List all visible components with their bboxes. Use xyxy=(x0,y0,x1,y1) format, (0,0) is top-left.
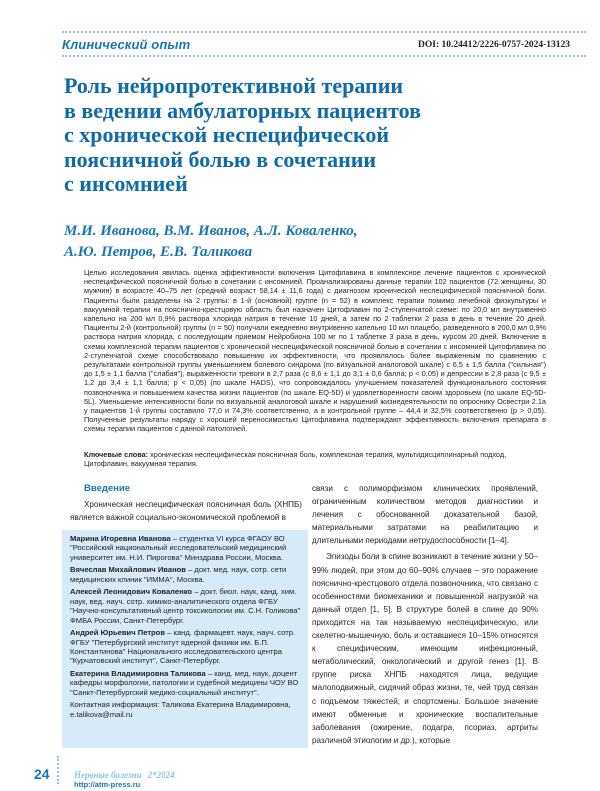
author-info-entry xyxy=(70,565,302,584)
author-info-desc: – докт. мед. наук, сотр. сети медицинских клиник "ИММА", Москва. xyxy=(70,565,287,584)
title-line: с хронической неспецифической xyxy=(64,122,390,147)
keywords xyxy=(84,450,546,468)
header-top-rule xyxy=(62,31,586,33)
doi: DOI: 10.24412/2226-0757-2024-13123 xyxy=(418,40,570,50)
article-title xyxy=(64,74,494,197)
author-info-desc: – канд. фармацевт. наук, науч. сотр. ФГБУ "Петербургский институт ядерной физики им. Б.П. Константинова" Национального исследовательского центра "Курчатовский институт", Санкт-Петербург. xyxy=(70,628,296,666)
footer-divider xyxy=(57,756,59,784)
author-info-name: Андрей Юрьевич Петров xyxy=(70,628,165,638)
author-info-name: Алексей Леонидович Коваленко xyxy=(70,587,193,597)
author-info-entry xyxy=(70,534,302,562)
journal-issue: 2*2024 xyxy=(147,770,175,780)
journal-name xyxy=(74,770,175,780)
author-info-entry xyxy=(70,628,302,666)
title-line: Роль нейропротективной терапии xyxy=(64,73,404,98)
author-info-name: Екатерина Владимировна Таликова xyxy=(70,669,206,679)
section-label: Клинический опыт xyxy=(62,37,191,52)
authors-line: А.Ю. Петров, Е.В. Таликова xyxy=(64,244,253,260)
author-info-desc: – докт. биол. наук, канд. хим. наук, вед. науч. сотр. химико-аналитического отдела ФГБУ "Научно-консультативный центр токсикологии им. С.Н. Голикова" ФМБА России, Санкт-Петербург. xyxy=(70,587,301,625)
author-info-desc: – канд. мед. наук, доцент кафедры морфологии, патологии и судебной медицины ЧОУ ВО "Санкт-Петербургский медико-социальный институт". xyxy=(70,669,299,697)
article-authors xyxy=(64,221,534,263)
author-info-box xyxy=(62,530,308,748)
author-info-entry xyxy=(70,587,302,625)
intro-paragraph: Хроническая неспецифическая поясничная боль (ХНПБ) является важной социально-экономической проблемой в xyxy=(70,500,302,523)
title-line: с инсомнией xyxy=(64,171,188,196)
body-paragraph: Эпизоды боли в спине возникают в течение жизни у 50–99% людей, при этом до 60–90% случаев – это поражение пояснично-крестцового отдела позвоночника, что связано с особенностями биомеханики и повышенной нагрузкой на данный отдел [1, 5]. В структуре болей в спине до 90% приходится на так называемую неспецифическую, или скелетно-мышечную, боль и оставшиеся 10–15% относятся к специфическим, имеющим инфекционный, метаболический, онкологический и другой генез [1]. В группе риска ХНПБ находятся лица, ведущие малоподвижный, сидячий образ жизни, те, чей труд связан с подъемом тяжестей, и спортсмены. Большое значение имеют обменные и хронические воспалительные заболевания (ожирение, подагра, псориаз, артриты различной этиологии и др.), которые xyxy=(312,552,538,745)
author-info-entry xyxy=(70,669,302,697)
page-number: 24 xyxy=(34,766,50,782)
author-info-name: Марина Игоревна Иванова xyxy=(70,534,171,543)
contact-info: Контактная информация: Таликова Екатерина Владимировна, e.talikova@mail.ru xyxy=(70,700,291,719)
journal-title: Нервные болезни xyxy=(74,770,142,780)
right-column xyxy=(312,482,538,750)
keywords-text: хроническая неспецифическая поясничная боль, комплексная терапия, мультидисциплинарный подход, Цитофлавин, вакуумная терапия. xyxy=(84,450,507,469)
intro-heading: Введение xyxy=(84,483,131,494)
author-info-desc: – студентка VI курса ФГАОУ ВО "Российский национальный исследовательский медицинский университет им. Н.И. Пирогова" Минздрава России, Москва. xyxy=(70,534,287,562)
keywords-label: Ключевые слова: xyxy=(84,450,149,459)
title-line: в ведении амбулаторных пациентов xyxy=(64,97,421,123)
title-line: поясничной болью в сочетании xyxy=(64,146,377,172)
abstract: Целью исследования явилась оценка эффективности включения Цитофлавина в комплексное лечение пациентов с хронической неспецифической поясничной болью в сочетании с инсомнией. Проанализированы данные терапии 102 пациентов (72 женщины, 30 мужчин) в возрасте 40–75 лет (средний возраст 58,14 ± 11,6 года) с диагнозом хронической неспецифической поясничной боли. Пациенты были разделены на 2 группы: в 1-й (основной) группе (n = 52) в комплекс терапии помимо лечебной физкультуры и вакуумной терапии на пояснично-крестцовую область был назначен Цитофлавин по 2-ступенчатой схеме: по 20,0 мл внутривенно капельно на 200 мл 0,9% раствора хлорида натрия в течение 10 дней, а затем по 2 таблетки 2 раза в день в течение 20 дней. Пациенты 2-й (контрольной) группы (n = 50) получали ежедневно внутривенно капельно 10 мл плацебо, разведенного в 200,0 мл 0,9% раствора натрия хлорида, с последующим приемом Нейробиона 100 мг по 1 таблетке 3 раза в день, курсом 20 дней. Включение в схемы комплексной терапии пациентов с хронической неспецифической поясничной болью в сочетании с инсомнией Цитофлавина по 2-ступенчатой схеме способствовало повышению их эффективности, что проявлялось более выраженным по сравнению с результатами контрольной группы уменьшением болевого синдрома (по визуальной аналоговой шкале) с 6,5 ± 1,5 балла ("сильная") до 1,5 ± 1,1 балла ("слабая"), выраженности тревоги в 2,7 раза (с 8,6 ± 1,1 до 3,1 ± 0,6 балла; р < 0,05) и депрессии в 2,8 раза (с 9,5 ± 1,2 до 3,4 ± 1,1 балла; р < 0,05) (по шкале HADS), что сопровождалось улучшением показателей функционального состояния позвоночника и повышением качества жизни пациентов (по шкале EQ-5D) и удовлетворенности своим здоровьем (по шкале EQ-5D-5L). Уменьшение интенсивности боли по визуальной аналоговой шкале и нарушений жизнедеятельности по опроснику Освестри 2.1а у пациентов 1-й группы составило 77,0 и 74,3% соответственно, а в контрольной группе – 44,4 и 32,5% соответственно (р > 0,05). Полученные результаты наряду с хорошей переносимостью Цитофлавина подтверждают эффективность включения препарата в схемы терапии пациентов с данной патологией. xyxy=(84,268,546,434)
authors-line: М.И. Иванова, В.М. Иванов, А.Л. Коваленко, xyxy=(64,223,358,239)
body-paragraph: связи с полиморфизмом клинических проявлений, ограниченным количеством методов диагностики и лечения с обоснованной доказательной базой, материальными затратами на реабилитацию и длительными периодами нетрудоспособности [1–4]. xyxy=(312,484,538,546)
author-info-name: Вячеслав Михайлович Иванов xyxy=(70,565,186,575)
header-bottom-rule xyxy=(62,55,586,57)
journal-url[interactable]: http://atm-press.ru xyxy=(74,780,141,789)
